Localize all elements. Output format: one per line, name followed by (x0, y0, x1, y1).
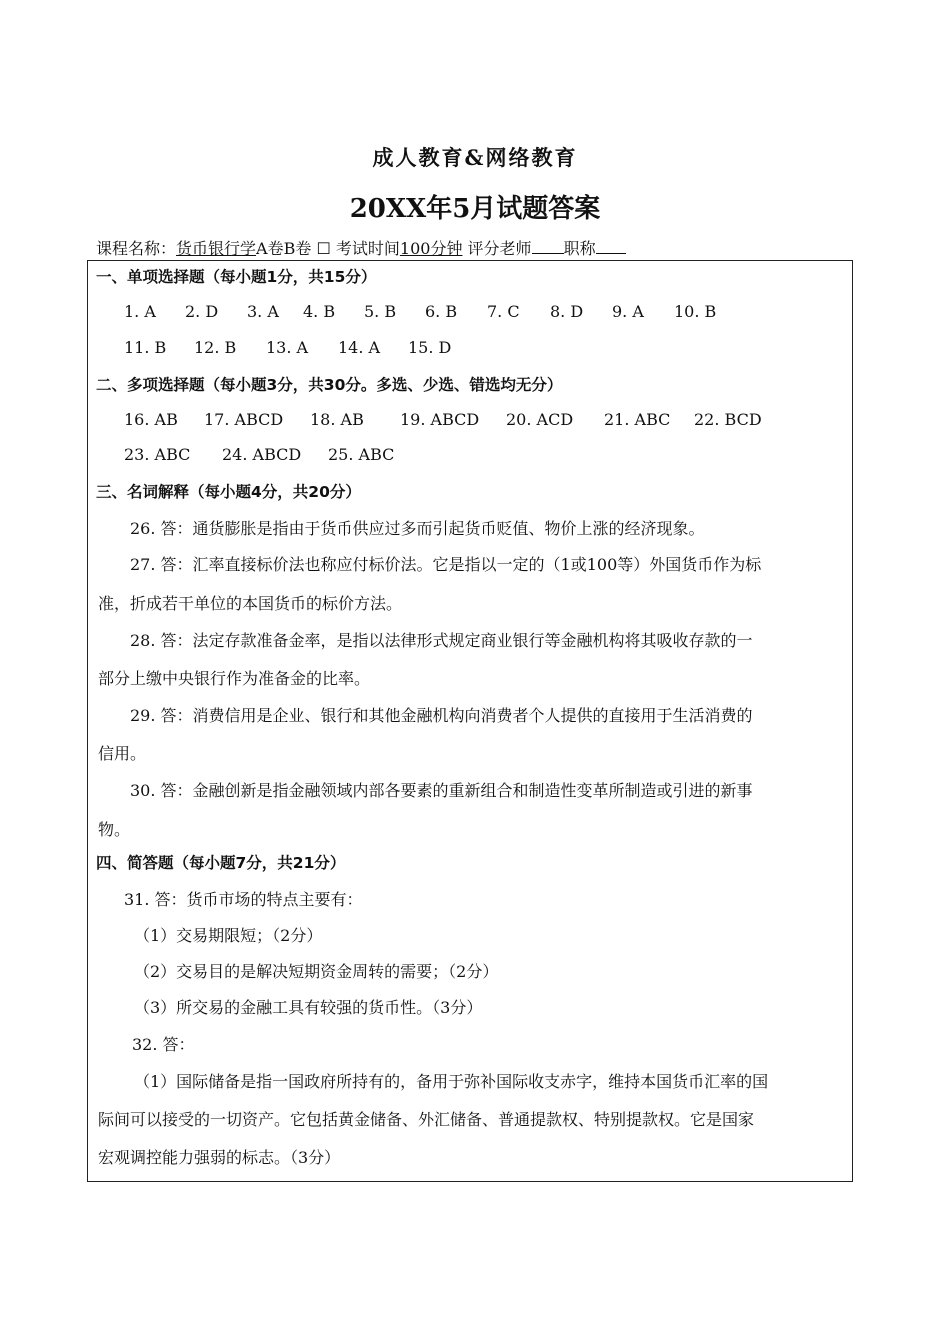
answer-item: 20. ACD (506, 410, 574, 429)
answer-item: 1. A (124, 302, 156, 321)
position-blank (596, 239, 626, 254)
multi-choice-row-2 (124, 445, 394, 464)
time-value: 100分钟 (399, 239, 463, 258)
answer-item: 15. D (408, 338, 452, 357)
answer-item: 11. B (124, 338, 167, 357)
answer-32: 32. 答： (132, 1035, 195, 1054)
single-choice-row-1 (124, 302, 716, 321)
answer-item: 17. ABCD (204, 410, 284, 429)
section-heading-2: 二、多项选择题（每小题3分，共30分。多选、少选、错选均无分） (96, 376, 563, 394)
answer-item: 12. B (194, 338, 237, 357)
answer-item: 3. A (247, 302, 279, 321)
time-label: 考试时间 (335, 239, 400, 258)
answer-31-point-2: （2）交易目的是解决短期资金周转的需要；（2分） (134, 962, 499, 981)
answer-30-line-1: 30. 答：金融创新是指金融领域内部各要素的重新组合和制造性变革所制造或引进的新事 (130, 781, 753, 800)
position-label: 职称 (563, 239, 596, 258)
answer-item: 22. BCD (694, 410, 762, 429)
grader-blank (532, 239, 564, 254)
answer-item: 10. B (674, 302, 717, 321)
page-title: 20XX年5月试题答案 (349, 194, 601, 224)
answer-31: 31. 答：货币市场的特点主要有： (124, 890, 363, 909)
answer-item: 4. B (303, 302, 336, 321)
single-choice-row-2 (124, 338, 451, 357)
answer-item: 13. A (266, 338, 309, 357)
checkbox-icon: ☐ (316, 239, 331, 258)
answer-27-line-1: 27. 答：汇率直接标价法也称应付标价法。它是指以一定的（1或100等）外国货币作为标 (130, 555, 762, 574)
answer-29-line-1: 29. 答：消费信用是企业、银行和其他金融机构向消费者个人提供的直接用于生活消费的 (130, 706, 753, 725)
section-heading-4: 四、简答题（每小题7分，共21分） (96, 854, 346, 872)
answer-item: 5. B (364, 302, 397, 321)
answer-item: 14. A (338, 338, 381, 357)
answer-29-line-2: 信用。 (98, 744, 147, 763)
answer-32-line-2: 际间可以接受的一切资产。它包括黄金储备、外汇储备、普通提款权、特别提款权。它是国家 (98, 1110, 755, 1129)
answer-item: 6. B (425, 302, 458, 321)
answer-item: 16. AB (124, 410, 178, 429)
course-info-line (96, 236, 626, 259)
answer-32-line-3: 宏观调控能力强弱的标志。（3分） (98, 1148, 341, 1167)
course-label: 课程名称： (96, 239, 177, 258)
answer-30-line-2: 物。 (98, 820, 131, 839)
grader-label: 评分老师 (467, 239, 532, 258)
answer-item: 2. D (185, 302, 219, 321)
answer-item: 25. ABC (328, 445, 395, 464)
answer-item: 9. A (612, 302, 644, 321)
answer-item: 18. AB (310, 410, 364, 429)
answer-item: 7. C (487, 302, 520, 321)
answer-31-point-1: （1）交易期限短；（2分） (134, 926, 323, 945)
institution-name: 成人教育&网络教育 (372, 145, 578, 170)
answer-32-line-1: （1）国际储备是指一国政府所持有的，备用于弥补国际收支赤字，维持本国货币汇率的国 (134, 1072, 769, 1091)
answer-28-line-2: 部分上缴中央银行作为准备金的比率。 (98, 669, 371, 688)
answer-item: 19. ABCD (400, 410, 480, 429)
answer-28-line-1: 28. 答：法定存款准备金率，是指以法律形式规定商业银行等金融机构将其吸收存款的一 (130, 631, 753, 650)
course-value: 货币银行学 (176, 239, 257, 258)
multi-choice-row-1 (124, 410, 762, 429)
answer-item: 23. ABC (124, 445, 191, 464)
answer-item: 24. ABCD (222, 445, 302, 464)
section-heading-1: 一、单项选择题（每小题1分，共15分） (96, 268, 377, 286)
answer-box (87, 260, 853, 1182)
answer-31-point-3: （3）所交易的金融工具有较强的货币性。（3分） (134, 998, 483, 1017)
section-heading-3: 三、名词解释（每小题4分，共20分） (96, 483, 361, 501)
paper-options: A卷B卷 (256, 239, 312, 258)
answer-27-line-2: 准，折成若干单位的本国货币的标价方法。 (98, 594, 403, 613)
answer-item: 21. ABC (604, 410, 671, 429)
answer-item: 8. D (550, 302, 584, 321)
answer-26: 26. 答：通货膨胀是指由于货币供应过多而引起货币贬值、物价上涨的经济现象。 (130, 519, 705, 538)
